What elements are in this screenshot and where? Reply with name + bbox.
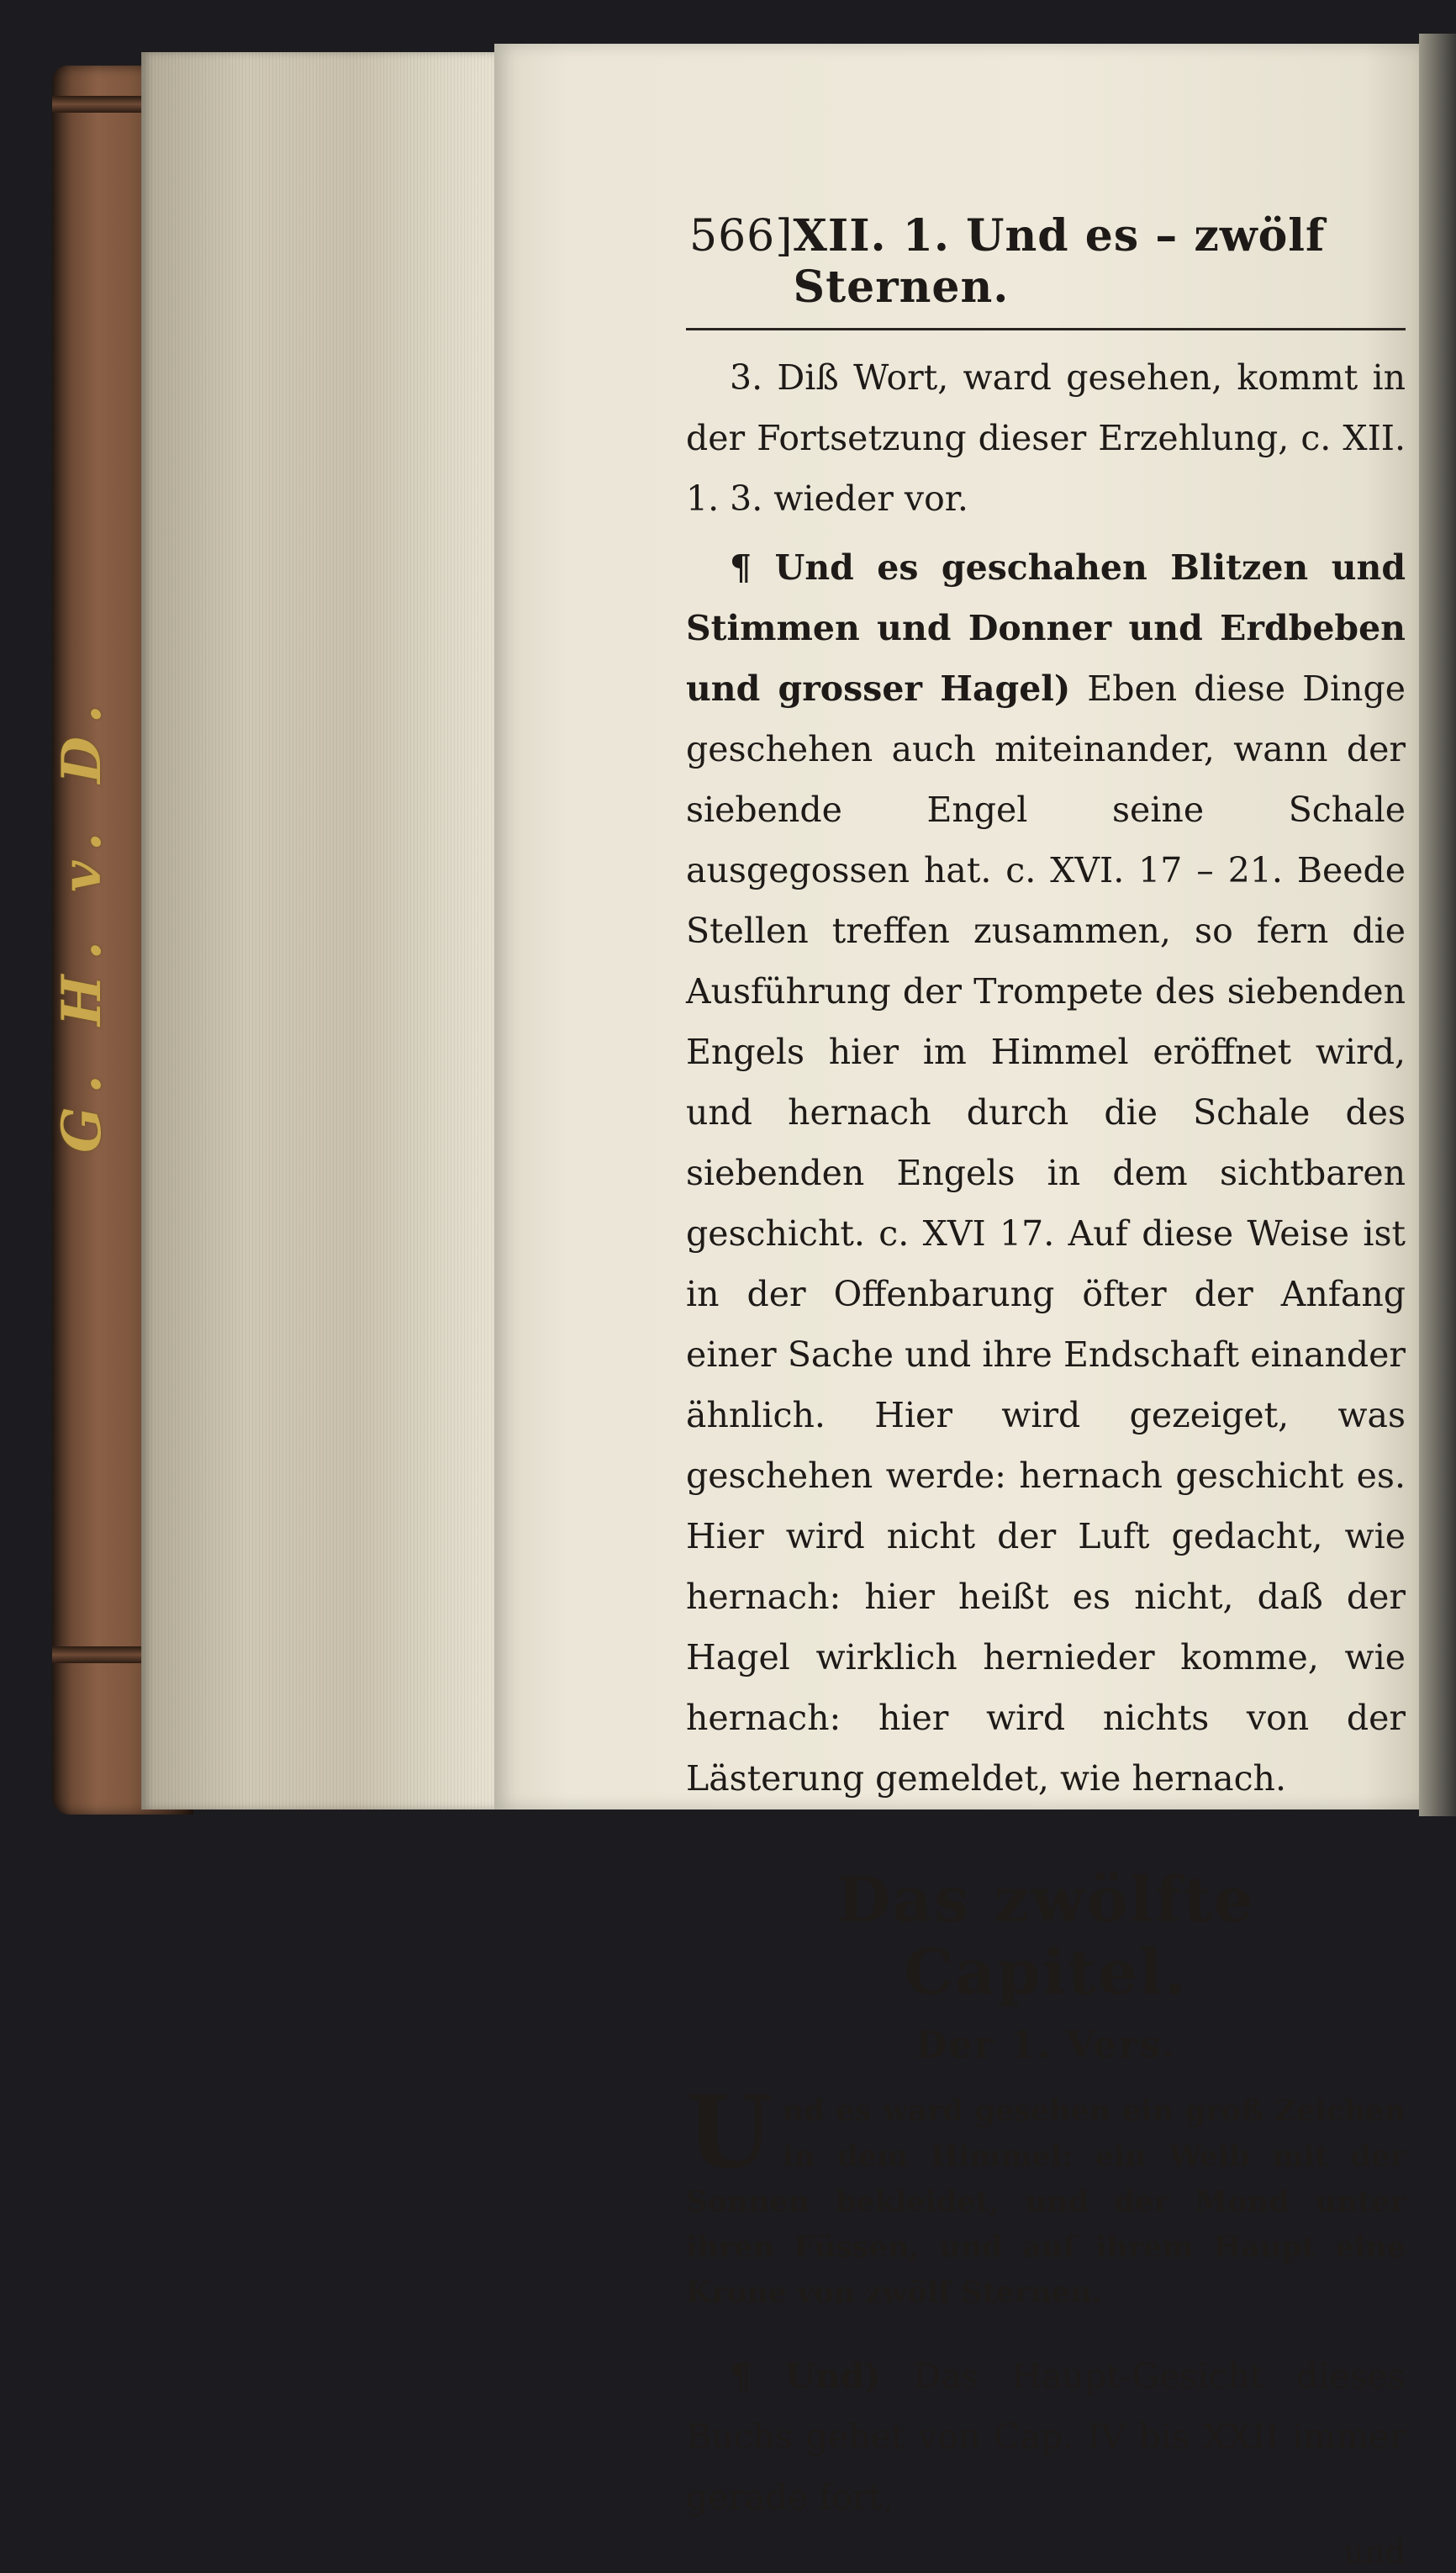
paragraph-1: 3. Diß Wort, ward gesehen, kommt in der Fortsetzung dieser Erzehlung, c. XII. 1. 3. wieder vor. [686, 357, 1406, 519]
paragraph-2-text: Eben diese Dinge geschehen auch miteinander, wann der siebende Engel seine Schale ausgegossen hat. c. XVI. 17 – 21. Beede Stellen treffen zusammen, so fern die Ausführung der Trompete des siebenden Engels hier im Himmel eröffnet wird, und hernach durch die Schale des siebenden Engels in dem sichtbaren geschicht. c. XVI 17. Auf diese Weise ist in der Offenbarung öfter der Anfang einer Sache und ihre Endschaft einander ähnlich. Hier wird gezeiget, was geschehen werde: hernach geschicht es. Hier wird nicht der Luft gedacht, wie hernach: hier heißt es nicht, daß der Hagel wirklich hernieder komme, wie hernach: hier wird nichts von der Lästerung gemeldet, wie hernach. [686, 668, 1406, 1799]
chapter-title: Das zwölfte Capitel. [836, 1864, 1255, 2009]
verse-label: Der 1. Vers. [915, 2024, 1177, 2067]
drop-cap: U [686, 2074, 773, 2190]
spine-gold-lettering [50, 689, 113, 1153]
paragraph-3-lemma: ¶ Und) [730, 2356, 881, 2396]
catchword: und [1343, 2533, 1406, 2570]
paragraph-3-text: Das Haupt-Gesicht dieses Buchs gehet von Cap. IV bis XXII immer gerade fort, [686, 2356, 1406, 2518]
verse-text: nd es ward gesehen ein groß Zeichen in dem Himmel: ein Weib mit der Sonnen bekleidet, und der Mond unter ihren Füssen, und auf ihrem Haupt eine Krone von zwölf Sternen. [686, 2094, 1406, 2310]
running-title: XII. 1. Und es – zwölf Sternen. [793, 210, 1326, 313]
book-page [494, 44, 1419, 2570]
verse-text-block [686, 2074, 1406, 2316]
paragraph-3 [686, 2346, 1406, 2528]
page-number: 566] [689, 211, 794, 262]
spine-monogram: G. H. v. D. [50, 689, 113, 1153]
paragraph-2-lemma: ¶ Und es geschahen Blitzen und Stimmen und Donner und Erdbeben und grosser Hagel) [686, 547, 1406, 709]
page-edges [141, 52, 494, 1810]
paragraph-2 [686, 537, 1406, 1809]
running-head [686, 210, 1406, 330]
page-right-shadow [1419, 34, 1456, 1816]
page-text-block [686, 210, 1406, 2573]
